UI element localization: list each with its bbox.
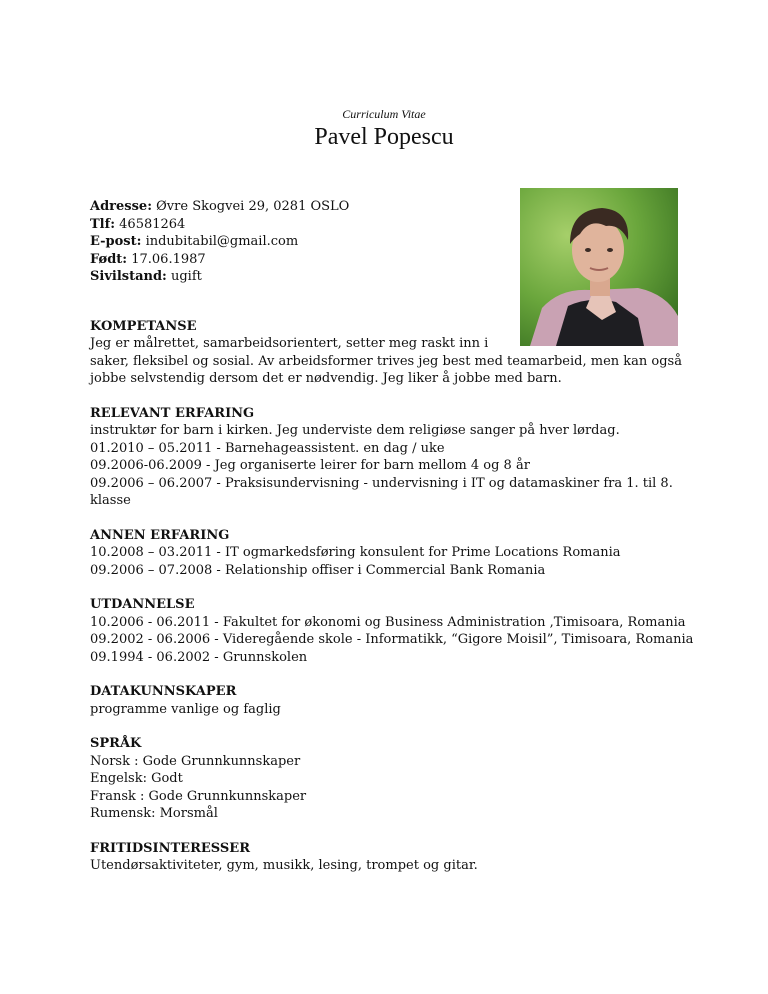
address-line: Adresse: Øvre Skogvei 29, 0281 OSLO (90, 199, 350, 214)
sprak-section (90, 735, 690, 823)
section-title: RELEVANT ERFARING (90, 405, 255, 421)
section-title: FRITIDSINTERESSER (90, 840, 250, 856)
education-item: 09.1994 - 06.2002 - Grunnskolen (90, 649, 308, 665)
section-title: ANNEN ERFARING (90, 527, 230, 543)
experience-item: 09.2006 – 06.2007 - Praksisundervisning - undervisning i IT og datamaskiner fra 1. til 8. (90, 475, 673, 491)
annen-section (90, 527, 690, 580)
experience-item: klasse (90, 493, 131, 508)
education-item: 09.2002 - 06.2006 - Videregående skole - Informatikk, “Gigore Moisil”, Timisoara, Romania (90, 632, 694, 647)
language-item: Norsk : Gode Grunnkunnskaper (90, 753, 301, 769)
born-line: Født: 17.06.1987 (90, 251, 206, 267)
relevant-section (90, 405, 690, 510)
email-line: E-post: indubitabil@gmail.com (90, 234, 299, 249)
experience-item: 10.2008 – 03.2011 - IT ogmarkedsføring konsulent for Prime Locations Romania (90, 545, 621, 560)
kompetanse-line: Jeg er målrettet, samarbeidsorientert, setter meg raskt inn i (90, 336, 489, 351)
kompetanse-line: saker, fleksibel og sosial. Av arbeidsformer trives jeg best med teamarbeid, men kan også (90, 353, 682, 369)
section-title: KOMPETANSE (90, 318, 197, 334)
language-item: Rumensk: Morsmål (90, 806, 218, 821)
section-title: UTDANNELSE (90, 597, 195, 612)
phone-line: Tlf: 46581264 (90, 216, 186, 232)
fritid-section (90, 840, 690, 875)
language-item: Fransk : Gode Grunnkunnskaper (90, 788, 307, 804)
cv-content (90, 198, 694, 875)
experience-item: instruktør for barn i kirken. Jeg underviste dem religiøse sanger på hver lørdag. (90, 423, 620, 438)
kompetanse-section (90, 318, 690, 388)
data-text: programme vanlige og faglig (90, 701, 281, 717)
utdannelse-section (90, 596, 694, 666)
education-item: 10.2006 - 06.2011 - Fakultet for økonomi og Business Administration ,Timisoara, Romania (90, 614, 686, 630)
experience-item: 01.2010 – 05.2011 - Barnehageassistent. en dag / uke (90, 440, 445, 456)
marital-line: Sivilstand: ugift (90, 269, 202, 284)
experience-item: 09.2006 – 07.2008 - Relationship offiser i Commercial Bank Romania (90, 562, 546, 578)
applicant-name: Pavel Popescu (314, 124, 454, 150)
cv-label: Curriculum Vitae (342, 107, 426, 121)
data-section (90, 683, 690, 718)
section-title: DATAKUNNSKAPER (90, 684, 237, 699)
section-title: SPRÅK (90, 736, 142, 751)
experience-item: 09.2006-06.2009 - Jeg organiserte leirer for barn mellom 4 og 8 år (90, 458, 530, 473)
fritid-text: Utendørsaktiviteter, gym, musikk, lesing, trompet og gitar. (90, 858, 478, 873)
language-item: Engelsk: Godt (90, 771, 183, 786)
kompetanse-line: jobbe selvstendig dersom det er nødvendig. Jeg liker å jobbe med barn. (90, 371, 562, 386)
